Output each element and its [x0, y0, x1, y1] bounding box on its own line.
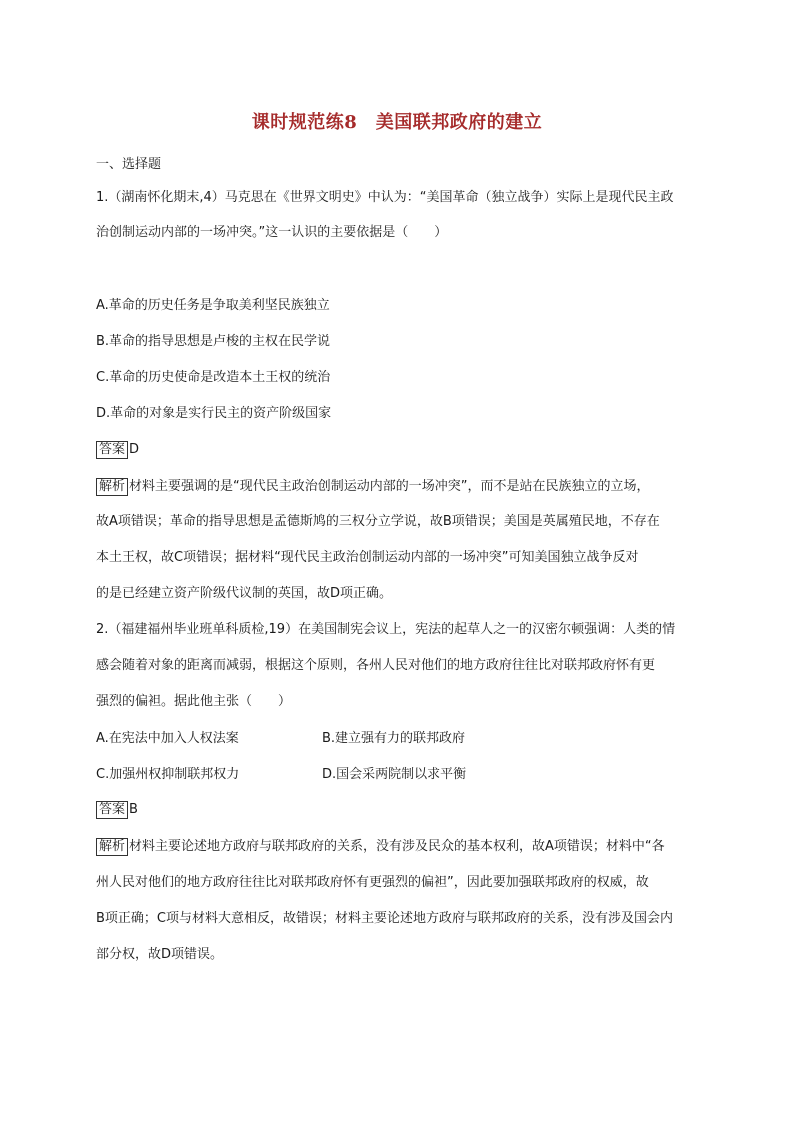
- answer-tag: 答案: [96, 801, 128, 819]
- q1-option-d: D.革命的对象是实行民主的资产阶级国家: [96, 406, 332, 421]
- q2-stem-line-2: 感会随着对象的距离而减弱，根据这个原则，各州人民对他们的地方政府往往比对联邦政府怀有更: [96, 658, 656, 673]
- q2-analysis-line-4: 部分权，故D项错误。: [96, 947, 224, 962]
- q2-analysis-line-3: B项正确；C项与材料大意相反，故错误；材料主要论述地方政府与联邦政府的关系，没有涉及国会内: [96, 911, 673, 926]
- q1-analysis-line-3: 本土王权，故C项错误；据材料“现代民主政治创制运动内部的一场冲突”可知美国独立战争反对: [96, 550, 639, 565]
- q1-option-c: C.革命的历史使命是改造本土王权的统治: [96, 370, 331, 385]
- q1-analysis-line-1: [96, 477, 650, 497]
- q1-option-a: A.革命的历史任务是争取美利坚民族独立: [96, 298, 330, 313]
- q2-option-d: D.国会采两院制以求平衡: [322, 767, 467, 782]
- q2-analysis-line-2: 州人民对他们的地方政府往往比对联邦政府怀有更强烈的偏袒”，因此要加强联邦政府的权威，故: [96, 875, 649, 890]
- q2-analysis-line-1: [96, 837, 665, 857]
- q2-option-b: B.建立强有力的联邦政府: [322, 731, 466, 746]
- q1-analysis-line-2: 故A项错误；革命的指导思想是孟德斯鸠的三权分立学说，故B项错误；美国是英属殖民地，不存在: [96, 514, 660, 529]
- q1-analysis-line-4: 的是已经建立资产阶级代议制的英国，故D项正确。: [96, 586, 393, 601]
- analysis-tag: 解析: [96, 838, 128, 856]
- q2-stem-line-1: 2.（福建福州毕业班单科质检,19）在美国制宪会议上，宪法的起草人之一的汉密尔顿强调：人类的情: [96, 622, 676, 637]
- q1-answer-value: D: [129, 442, 140, 457]
- q2-answer: [96, 800, 138, 820]
- q2-stem-line-3: 强烈的偏袒。据此他主张（ ）: [96, 694, 292, 709]
- page-title: 课时规范练8 美国联邦政府的建立: [251, 112, 543, 133]
- analysis-tag: 解析: [96, 478, 128, 496]
- q1-stem-line-2: 治创制运动内部的一场冲突。”这一认识的主要依据是（ ）: [96, 225, 448, 240]
- q2-analysis-text-1: 材料主要论述地方政府与联邦政府的关系，没有涉及民众的基本权利，故A项错误；材料中“各: [129, 839, 665, 854]
- q2-answer-value: B: [129, 802, 138, 817]
- q2-option-a: A.在宪法中加入人权法案: [96, 731, 239, 746]
- q2-option-c: C.加强州权抑制联邦权力: [96, 767, 240, 782]
- section-heading: 一、选择题: [96, 157, 162, 172]
- q1-analysis-text-1: 材料主要强调的是“现代民主政治创制运动内部的一场冲突”，而不是站在民族独立的立场，: [129, 479, 650, 494]
- q1-option-b: B.革命的指导思想是卢梭的主权在民学说: [96, 334, 331, 349]
- q1-stem-line-1: 1.（湖南怀化期末,4）马克思在《世界文明史》中认为：“美国革命（独立战争）实际上是现代民主政: [96, 190, 674, 205]
- answer-tag: 答案: [96, 441, 128, 459]
- q1-answer: [96, 440, 139, 460]
